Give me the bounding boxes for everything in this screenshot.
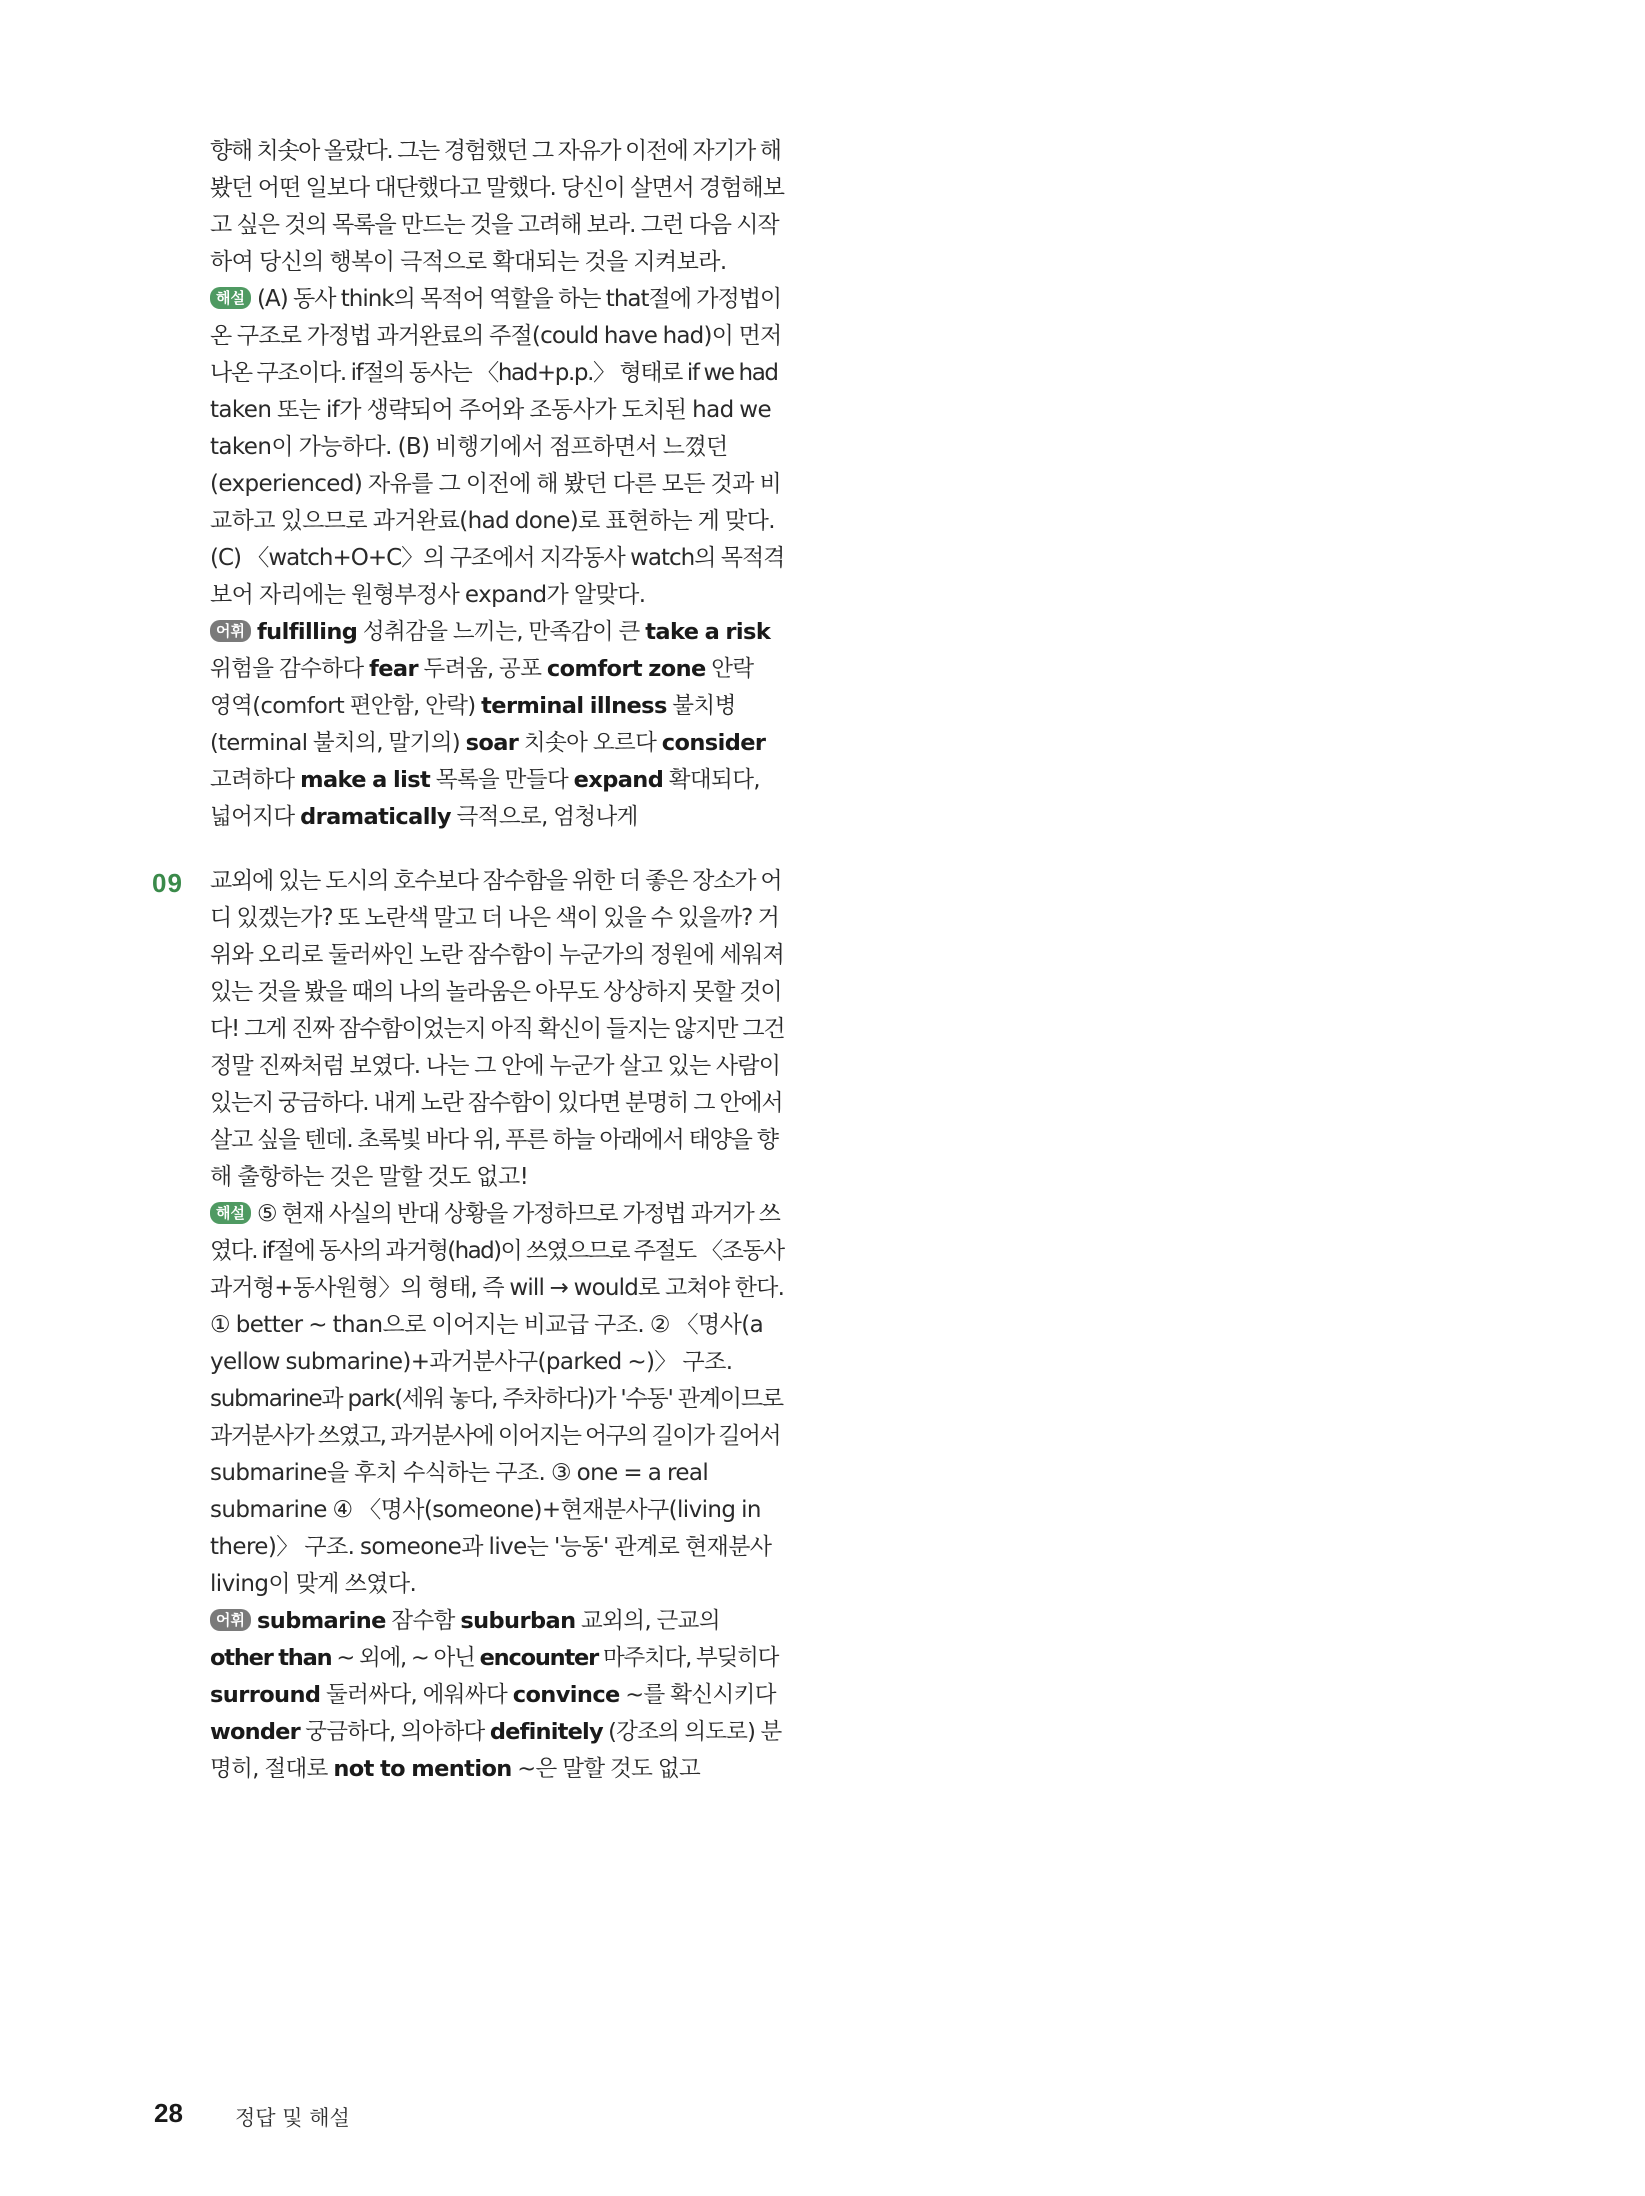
vocab-line — [210, 1603, 784, 1640]
vocab-definition: 치솟아 오르다 — [518, 730, 662, 756]
text-line: 디 있겠는가? 또 노란색 말고 더 나은 색이 있을 수 있을까? 거 — [210, 905, 779, 931]
text-line: 보어 자리에는 원형부정사 expand가 알맞다. — [210, 582, 646, 608]
vocab-definition: 고려하다 — [210, 767, 301, 793]
vocab-line — [210, 688, 784, 725]
text-line: (experienced) 자유를 그 이전에 해 봤던 다른 모든 것과 비 — [210, 471, 782, 497]
vocab-term: submarine — [256, 1608, 386, 1634]
translation-09 — [210, 863, 784, 1196]
vocab-definition: 위험을 감수하다 — [210, 656, 370, 682]
vocab-definition: 안락 — [705, 656, 754, 682]
vocab-badge: 어휘 — [210, 1609, 251, 1631]
vocab-term: fulfilling — [256, 619, 358, 645]
vocab-line — [210, 1751, 784, 1788]
vocab-definition: (강조의 의도로) 분 — [602, 1719, 782, 1745]
text-line: 있는 것을 봤을 때의 나의 놀라움은 아무도 상상하지 못할 것이 — [210, 979, 782, 1005]
answer-block-08 — [210, 133, 784, 836]
vocab-term: other than — [210, 1645, 332, 1671]
vocab-term: definitely — [489, 1719, 603, 1745]
text-line: 다! 그게 진짜 잠수함이었는지 아직 확신이 들지는 않지만 그건 — [210, 1016, 785, 1042]
text-line: submarine을 후치 수식하는 구조. ③ one = a real — [210, 1460, 709, 1486]
vocab-definition: ~ 외에, ~ 아닌 — [331, 1645, 480, 1671]
vocab-definition: 극적으로, 엄청나게 — [451, 804, 638, 830]
vocab-line — [210, 725, 784, 762]
text-line: 향해 치솟아 올랐다. 그는 경험했던 그 자유가 이전에 자기가 해 — [210, 138, 781, 164]
vocab-term: comfort zone — [546, 656, 706, 682]
vocab-definition: 궁금하다, 의아하다 — [299, 1719, 490, 1745]
text-line: living이 맞게 쓰였다. — [210, 1571, 417, 1597]
text-line: yellow submarine)+과거분사구(parked ~)〉 구조. — [210, 1349, 733, 1375]
text-line — [210, 281, 784, 318]
vocab-definition: ~은 말할 것도 없고 — [511, 1756, 701, 1782]
vocab-line — [210, 651, 784, 688]
text-line: 살고 싶을 텐데. 초록빛 바다 위, 푸른 하늘 아래에서 태양을 향 — [210, 1127, 778, 1153]
explanation-badge: 해설 — [210, 1202, 251, 1224]
vocab-definition: 영역(comfort 편안함, 안락) — [210, 693, 482, 719]
text-line: 온 구조로 가정법 과거완료의 주절(could have had)이 먼저 — [210, 323, 782, 349]
vocab-line — [210, 1714, 784, 1751]
vocab-term: wonder — [210, 1719, 300, 1745]
vocab-definition: ~를 확신시키다 — [619, 1682, 776, 1708]
answer-block-09 — [210, 863, 784, 1788]
vocab-line — [210, 1677, 784, 1714]
explanation-badge: 해설 — [210, 287, 251, 309]
text-line: 봤던 어떤 일보다 대단했다고 말했다. 당신이 살면서 경험해보 — [210, 175, 784, 201]
text-line: 교하고 있으므로 과거완료(had done)로 표현하는 게 맞다. — [210, 508, 775, 534]
text-line — [210, 1196, 784, 1233]
text-line: 고 싶은 것의 목록을 만드는 것을 고려해 보라. 그런 다음 시작 — [210, 212, 779, 238]
question-number: 09 — [152, 868, 183, 898]
explanation-08 — [210, 281, 784, 614]
text-line: 하여 당신의 행복이 극적으로 확대되는 것을 지켜보라. — [210, 249, 727, 275]
text-span: (A) 동사 think의 목적어 역할을 하는 that절에 가정법이 — [256, 286, 782, 312]
text-line: 정말 진짜처럼 보였다. 나는 그 안에 누군가 살고 있는 사람이 — [210, 1053, 781, 1079]
vocab-definition: 잠수함 — [385, 1608, 461, 1634]
text-line: taken이 가능하다. (B) 비행기에서 점프하면서 느꼈던 — [210, 434, 728, 460]
text-span: ⑤ 현재 사실의 반대 상황을 가정하므로 가정법 과거가 쓰 — [256, 1201, 780, 1227]
vocab-definition: 명히, 절대로 — [210, 1756, 334, 1782]
vocab-line — [210, 799, 784, 836]
vocab-definition: 목록을 만들다 — [430, 767, 574, 793]
text-line: 교외에 있는 도시의 호수보다 잠수함을 위한 더 좋은 장소가 어 — [210, 868, 782, 894]
vocab-definition: 마주치다, 부딪히다 — [598, 1645, 779, 1671]
text-line: submarine과 park(세워 놓다, 주차하다)가 '수동' 관계이므로 — [210, 1386, 783, 1412]
vocab-term: not to mention — [333, 1756, 512, 1782]
vocab-term: fear — [369, 656, 418, 682]
vocab-definition: 교외의, 근교의 — [575, 1608, 720, 1634]
text-line: 나온 구조이다. if절의 동사는 〈had+p.p.〉 형태로 if we had — [210, 360, 778, 386]
vocab-term: convince — [512, 1682, 620, 1708]
vocab-definition: 넓어지다 — [210, 804, 301, 830]
explanation-09 — [210, 1196, 784, 1603]
vocab-term: take a risk — [645, 619, 771, 645]
vocab-term: surround — [210, 1682, 321, 1708]
text-line: ① better ~ than으로 이어지는 비교급 구조. ② 〈명사(a — [210, 1312, 764, 1338]
text-line: 과거형+동사원형〉의 형태, 즉 will → would로 고쳐야 한다. — [210, 1275, 785, 1301]
vocab-definition: 두려움, 공포 — [418, 656, 547, 682]
text-line: 있는지 궁금하다. 내게 노란 잠수함이 있다면 분명히 그 안에서 — [210, 1090, 783, 1116]
vocab-definition: (terminal 불치의, 말기의) — [210, 730, 466, 756]
vocab-term: suburban — [460, 1608, 576, 1634]
vocab-badge: 어휘 — [210, 620, 251, 642]
text-line: there)〉 구조. someone과 live는 '능동' 관계로 현재분사 — [210, 1534, 772, 1560]
vocab-definition: 불치병 — [666, 693, 736, 719]
vocab-term: encounter — [479, 1645, 598, 1671]
vocab-line — [210, 614, 784, 651]
vocab-09 — [210, 1603, 784, 1788]
text-line: 해 출항하는 것은 말할 것도 없고! — [210, 1164, 529, 1190]
vocab-term: terminal illness — [481, 693, 667, 719]
vocab-definition: 성취감을 느끼는, 만족감이 큰 — [357, 619, 646, 645]
translation-08 — [210, 133, 784, 281]
vocab-line — [210, 762, 784, 799]
vocab-line — [210, 1640, 784, 1677]
text-line: submarine ④ 〈명사(someone)+현재분사구(living in — [210, 1497, 761, 1523]
vocab-term: expand — [573, 767, 664, 793]
vocab-definition: 둘러싸다, 에워싸다 — [320, 1682, 513, 1708]
page-number: 28 — [154, 2098, 183, 2128]
vocab-term: consider — [661, 730, 766, 756]
vocab-definition: 확대되다, — [663, 767, 760, 793]
text-line: taken 또는 if가 생략되어 주어와 조동사가 도치된 had we — [210, 397, 772, 423]
text-line: 였다. if절에 동사의 과거형(had)이 쓰였으므로 주절도 〈조동사 — [210, 1238, 784, 1264]
text-line: (C) 〈watch+O+C〉의 구조에서 지각동사 watch의 목적격 — [210, 545, 785, 571]
vocab-term: make a list — [300, 767, 431, 793]
vocab-08 — [210, 614, 784, 836]
text-line: 위와 오리로 둘러싸인 노란 잠수함이 누군가의 정원에 세워져 — [210, 942, 785, 968]
text-line: 과거분사가 쓰였고, 과거분사에 이어지는 어구의 길이가 길어서 — [210, 1423, 781, 1449]
vocab-term: soar — [465, 730, 519, 756]
vocab-term: dramatically — [300, 804, 451, 830]
page-footer-title: 정답 및 해설 — [235, 2106, 350, 2130]
